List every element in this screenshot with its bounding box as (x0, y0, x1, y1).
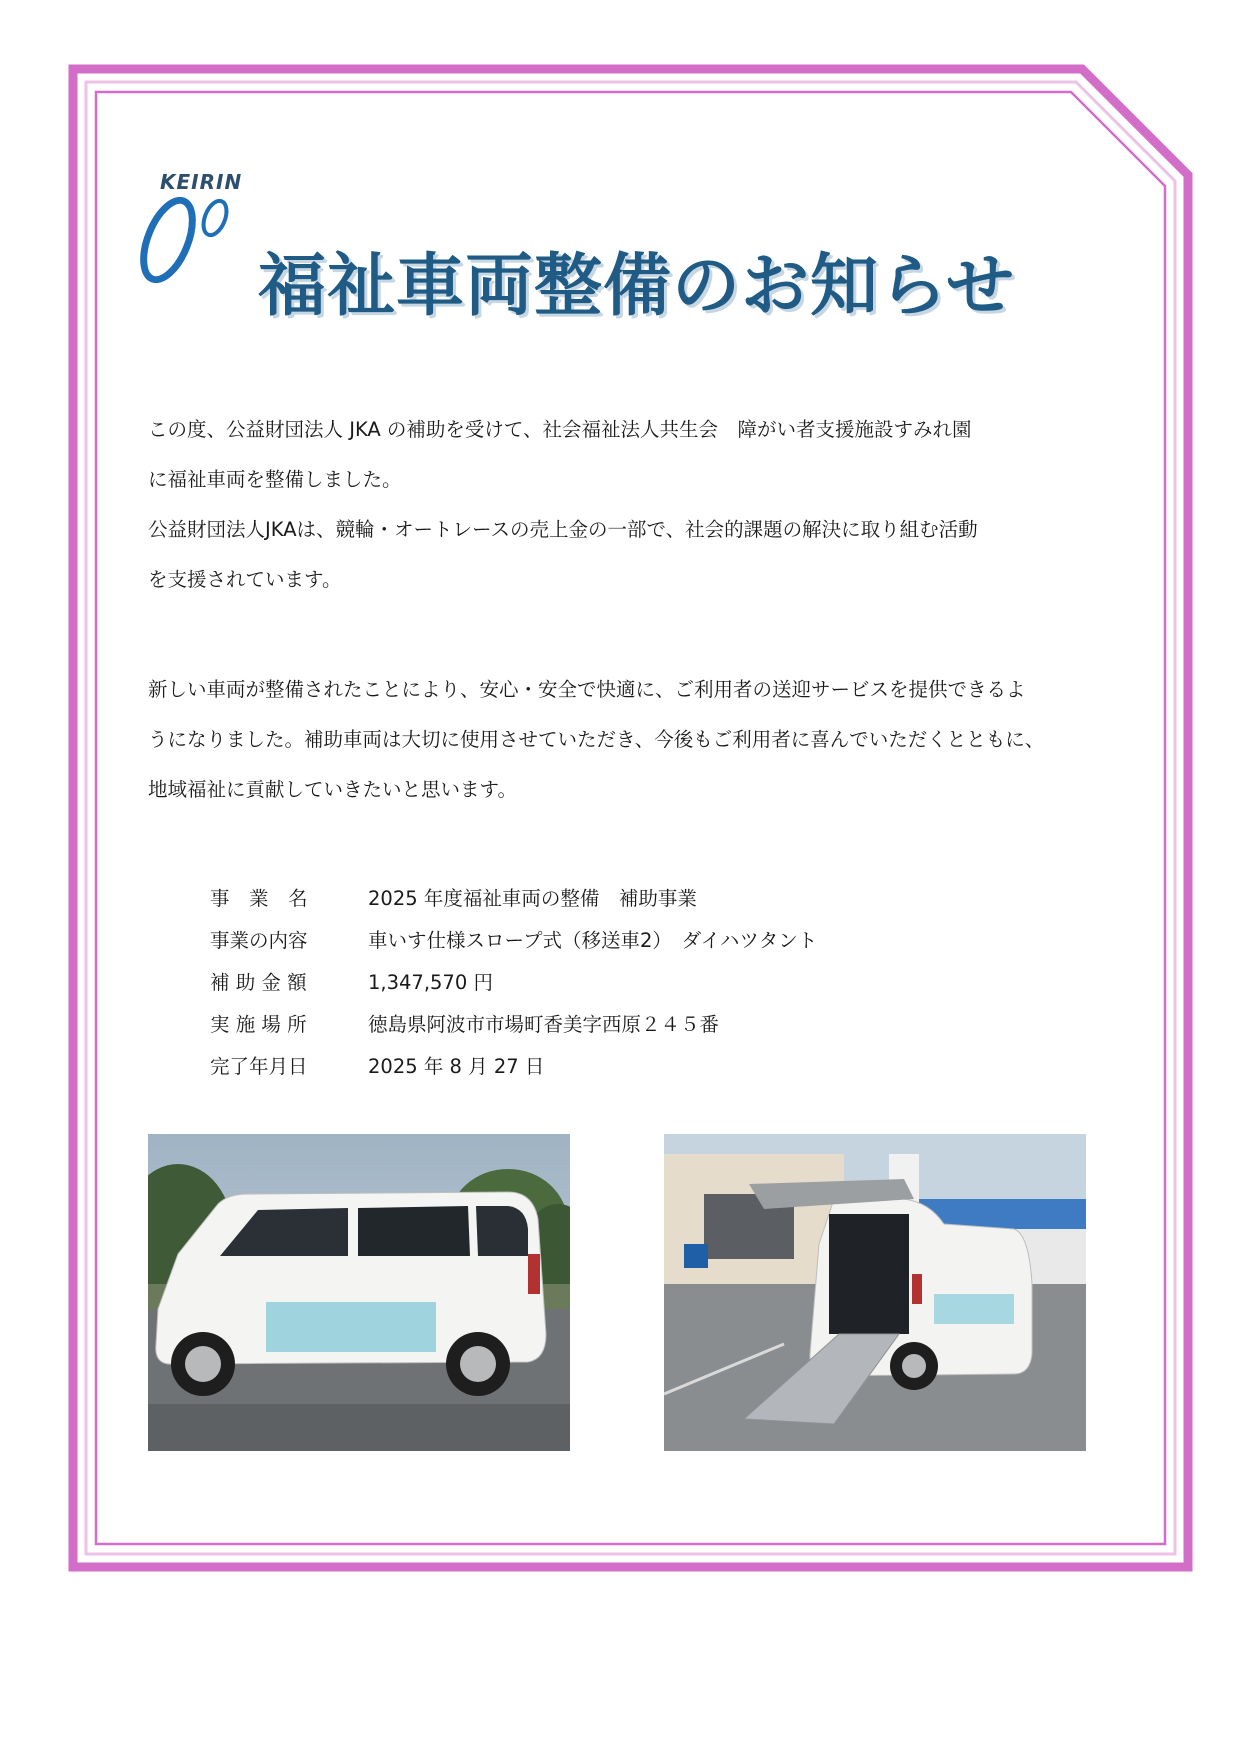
intro-paragraph (148, 405, 1098, 605)
detail-value: 2025 年 8 月 27 日 (368, 1055, 545, 1078)
detail-value: 1,347,570 円 (368, 971, 493, 994)
outro-paragraph (148, 665, 1098, 815)
detail-row (210, 960, 817, 1002)
outro-line: 地域福祉に貢献していきたいと思います。 (148, 778, 517, 801)
detail-row (210, 876, 817, 918)
detail-label: 実 施 場 所 (210, 1013, 307, 1036)
detail-label: 補 助 金 額 (210, 971, 307, 994)
intro-line: を支援されています。 (148, 568, 342, 591)
keirin-logo-text: KEIRIN (160, 170, 243, 194)
detail-row (210, 1044, 817, 1086)
detail-label: 事 業 名 (210, 887, 308, 910)
detail-row (210, 918, 817, 960)
detail-value: 2025 年度福祉車両の整備 補助事業 (368, 887, 697, 910)
intro-line: に福祉車両を整備しました。 (148, 468, 402, 491)
intro-line: この度、公益財団法人 JKA の補助を受けて、社会福祉法人共生会 障がい者支援施設すみれ園 (148, 418, 972, 441)
page-title: 福祉車両整備のお知らせ (258, 247, 1015, 326)
keirin-logo-icon (130, 170, 270, 290)
van-ramp-photo (664, 1134, 1086, 1451)
outro-line: 新しい車両が整備されたことにより、安心・安全で快適に、ご利用者の送迎サービスを提供できるよ (148, 678, 1026, 701)
detail-row (210, 1002, 817, 1044)
detail-label: 事業の内容 (210, 929, 308, 952)
detail-value: 徳島県阿波市市場町香美字西原２４５番 (368, 1013, 720, 1036)
intro-line: 公益財団法人JKAは、競輪・オートレースの売上金の一部で、社会的課題の解決に取り組む活動 (148, 518, 978, 541)
project-details (210, 876, 817, 1086)
van-side-photo (148, 1134, 570, 1451)
detail-label: 完了年月日 (210, 1055, 308, 1078)
outro-line: うになりました。補助車両は大切に使用させていただき、今後もご利用者に喜んでいただくとともに、 (148, 728, 1045, 751)
detail-value: 車いす仕様スロープ式（移送車2） ダイハツタント (368, 929, 818, 952)
